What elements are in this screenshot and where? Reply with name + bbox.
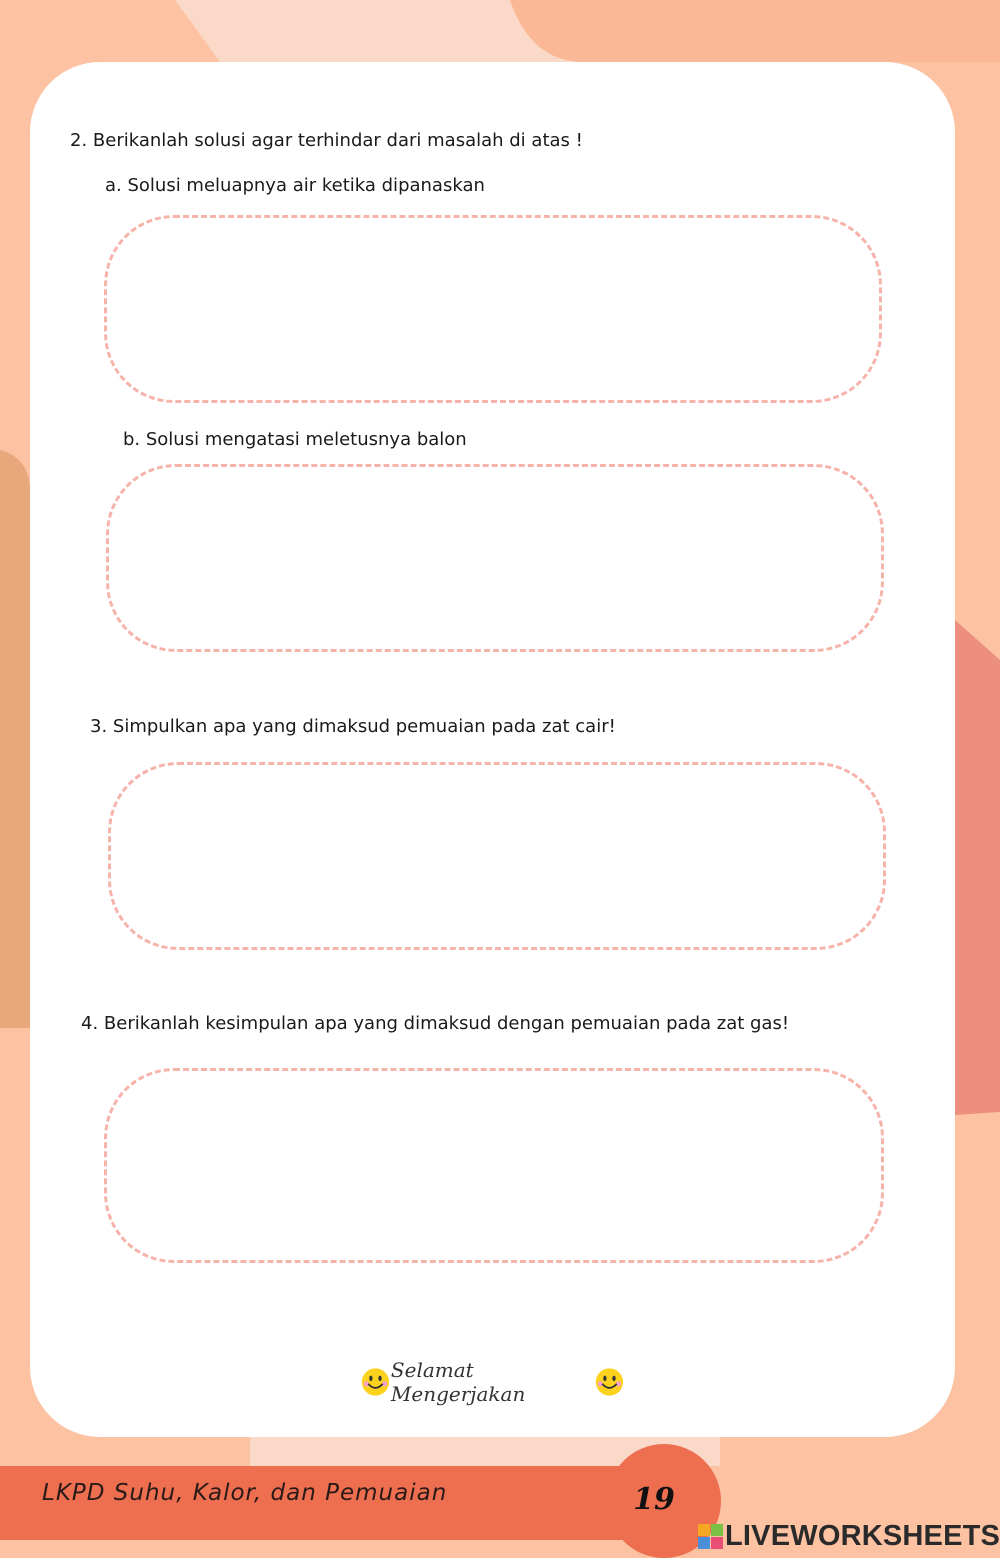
- answer-box-4[interactable]: [104, 1068, 884, 1263]
- page-number: 19: [633, 1482, 675, 1517]
- question-4-text: 4. Berikanlah kesimpulan apa yang dimaksud dengan pemuaian pada zat gas!: [81, 1013, 790, 1034]
- smiley-icon: [360, 1365, 391, 1399]
- answer-box-2b[interactable]: [106, 464, 884, 652]
- closing-message: [360, 1358, 625, 1406]
- liveworksheets-logo: [698, 1524, 723, 1549]
- smiley-icon: [594, 1365, 625, 1399]
- question-2b-text: b. Solusi mengatasi meletusnya balon: [123, 429, 467, 450]
- closing-text: Selamat Mengerjakan: [390, 1358, 526, 1406]
- question-3-text: 3. Simpulkan apa yang dimaksud pemuaian pada zat cair!: [90, 716, 616, 737]
- question-2-text: 2. Berikanlah solusi agar terhindar dari masalah di atas !: [70, 130, 583, 151]
- answer-box-3[interactable]: [108, 762, 886, 950]
- watermark-text: LIVEWORKSHEETS: [725, 1519, 1000, 1552]
- question-2a-text: a. Solusi meluapnya air ketika dipanaskan: [105, 175, 485, 196]
- footer-title: LKPD Suhu, Kalor, dan Pemuaian: [42, 1480, 448, 1506]
- liveworksheets-watermark[interactable]: [698, 1516, 1000, 1556]
- answer-box-2a[interactable]: [104, 215, 882, 403]
